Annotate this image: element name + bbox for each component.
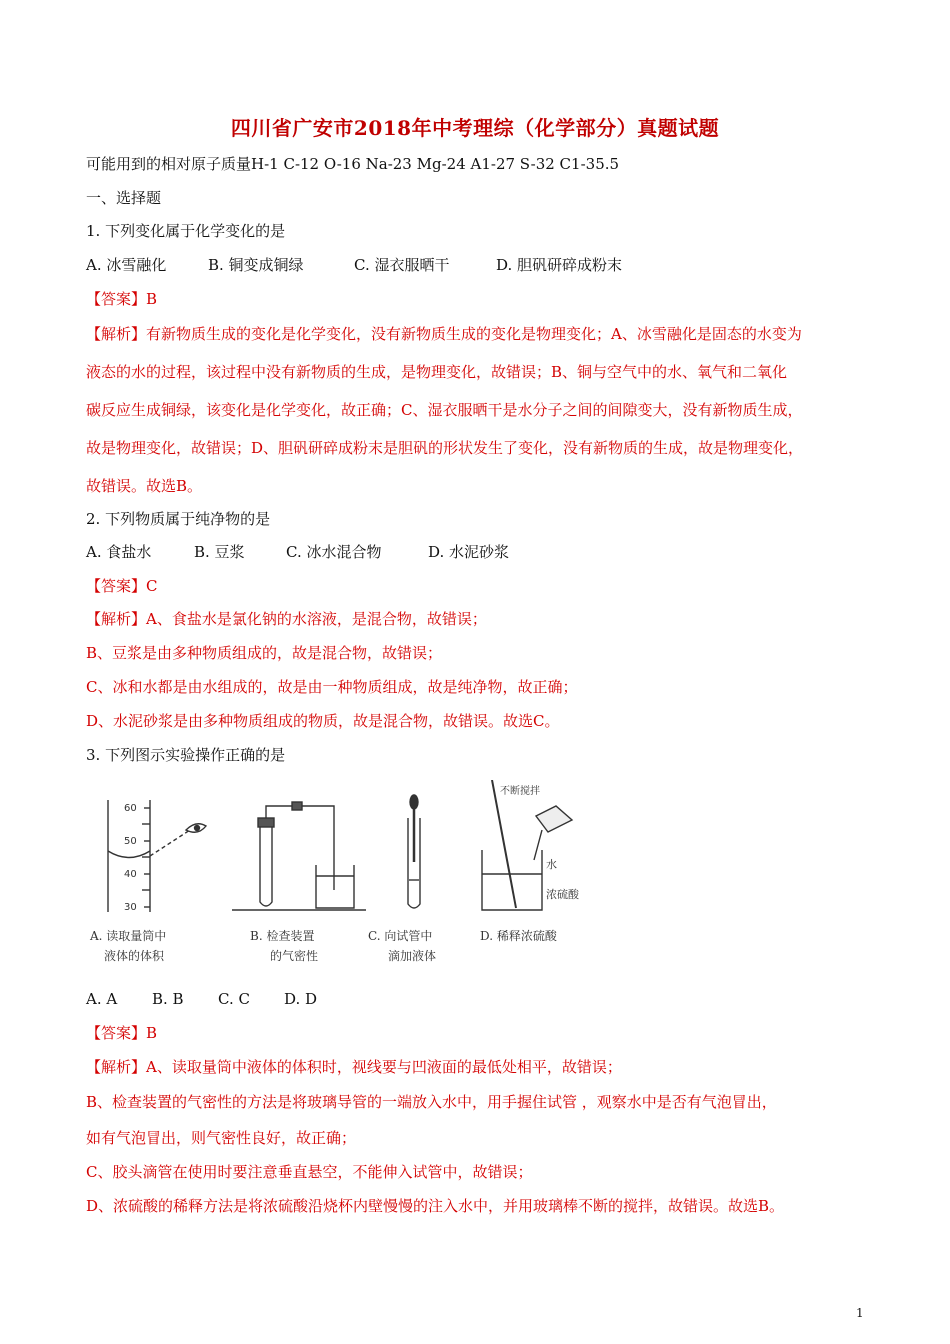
q2-option-a: A. 食盐水 xyxy=(86,543,152,561)
q2-answer-value: C xyxy=(146,577,158,595)
q3-answer-value: B xyxy=(146,1024,158,1042)
caption-line: A. 读取量筒中 xyxy=(90,929,167,943)
cylinder-tick-label: 30 xyxy=(124,902,137,913)
caption-line: B. 检查装置 xyxy=(250,929,315,943)
q3-options xyxy=(86,989,317,1009)
eye-icon xyxy=(186,824,206,833)
q3-analysis-line: B、检查装置的气密性的方法是将玻璃导管的一端放入水中，用手握住试管 ，观察水中是否有气泡冒出， xyxy=(86,1093,777,1111)
page-number: 1 xyxy=(856,1306,864,1320)
q3-option-a: A. A xyxy=(86,990,118,1008)
q3-option-b: B. B xyxy=(152,990,184,1008)
stir-label: 不断搅拌 xyxy=(500,786,540,797)
atomic-masses: 可能用到的相对原子质量H-1 C-12 O-16 Na-23 Mg-24 A1-27 S-32 C1-35.5 xyxy=(86,155,620,173)
q2-analysis-line xyxy=(86,609,487,629)
dropper-test-tube-icon xyxy=(408,795,420,908)
acid-label: 浓硫酸 xyxy=(546,888,579,901)
q2-analysis-tag: 【解析】 xyxy=(86,610,147,628)
q1-option-c: C. 湿衣服晒干 xyxy=(354,256,450,274)
q1-analysis-line: 故错误。故选B。 xyxy=(86,477,203,495)
q1-answer-value: B xyxy=(146,290,158,308)
q2-analysis-text: A、食盐水是氯化钠的水溶液，是混合物，故错误； xyxy=(146,610,487,628)
q3-stem: 3. 下列图示实验操作正确的是 xyxy=(86,746,286,764)
q3-answer xyxy=(86,1023,157,1043)
q2-analysis-line: B、豆浆是由多种物质组成的，故是混合物，故错误； xyxy=(86,644,443,662)
q3-option-d: D. D xyxy=(284,990,318,1008)
figure-caption-c xyxy=(368,926,436,966)
test-tube-with-tube-icon xyxy=(232,802,366,910)
q1-analysis-line: 碳反应生成铜绿，该变化是化学变化，故正确；C、湿衣服晒干是水分子之间的间隙变大，没有新物质生成， xyxy=(86,401,803,419)
caption-line: 液体的体积 xyxy=(104,949,165,963)
figure-caption-b xyxy=(250,926,318,966)
q2-option-d: D. 水泥砂浆 xyxy=(428,543,510,561)
q2-analysis-line: C、冰和水都是由水组成的，故是由一种物质组成，故是纯净物，故正确； xyxy=(86,678,578,696)
graduated-cylinder-icon xyxy=(108,800,190,912)
q1-option-a: A. 冰雪融化 xyxy=(86,256,167,274)
q1-options xyxy=(86,255,622,275)
q1-stem: 1. 下列变化属于化学变化的是 xyxy=(86,222,286,240)
figure-caption-a xyxy=(90,926,166,966)
q2-option-c: C. 冰水混合物 xyxy=(286,543,382,561)
q1-analysis-line: 故是物理变化，故错误；D、胆矾研碎成粉末是胆矾的形状发生了变化，没有新物质的生成，故是物理变化， xyxy=(86,439,804,457)
q3-analysis-line xyxy=(86,1057,622,1077)
q1-option-b: B. 铜变成铜绿 xyxy=(208,256,304,274)
q3-analysis-text: A、读取量筒中液体的体积时，视线要与凹液面的最低处相平，故错误； xyxy=(146,1058,622,1076)
caption-line: D. 稀释浓硫酸 xyxy=(480,929,557,943)
q2-analysis-line: D、水泥砂浆是由多种物质组成的物质，故是混合物，故错误。故选C。 xyxy=(86,712,560,730)
figure-caption-d xyxy=(480,926,557,946)
cylinder-tick-label: 60 xyxy=(124,803,137,814)
q2-answer-tag: 【答案】 xyxy=(86,577,147,595)
q1-analysis-line xyxy=(86,324,802,344)
q3-analysis-line: C、胶头滴管在使用时要注意垂直悬空，不能伸入试管中，故错误； xyxy=(86,1163,533,1181)
water-label: 水 xyxy=(546,858,557,871)
q2-answer xyxy=(86,576,158,596)
q3-answer-tag: 【答案】 xyxy=(86,1024,147,1042)
caption-line: 滴加液体 xyxy=(388,949,437,963)
q1-answer-tag: 【答案】 xyxy=(86,290,147,308)
q3-analysis-line: 如有气泡冒出，则气密性良好，故正确； xyxy=(86,1129,357,1147)
caption-line: 的气密性 xyxy=(270,949,319,963)
q1-analysis-text: 有新物质生成的变化是化学变化，没有新物质生成的变化是物理变化；A、冰雪融化是固态的水变为 xyxy=(146,325,802,343)
q3-analysis-tag: 【解析】 xyxy=(86,1058,147,1076)
q3-figure xyxy=(86,780,586,970)
cylinder-tick-label: 40 xyxy=(124,869,137,880)
q2-stem: 2. 下列物质属于纯净物的是 xyxy=(86,510,271,528)
page-title: 四川省广安市2018年中考理综（化学部分）真题试题 xyxy=(230,116,720,140)
section-heading: 一、选择题 xyxy=(86,189,162,207)
caption-line: C. 向试管中 xyxy=(368,929,433,943)
q1-analysis-line: 液态的水的过程，该过程中没有新物质的生成，是物理变化，故错误；B、铜与空气中的水、氧气和二氧化 xyxy=(86,363,788,381)
q1-option-d: D. 胆矾研碎成粉末 xyxy=(496,256,623,274)
q1-answer xyxy=(86,289,157,309)
q3-option-c: C. C xyxy=(218,990,250,1008)
q3-analysis-line: D、浓硫酸的稀释方法是将浓硫酸沿烧杯内壁慢慢的注入水中，并用玻璃棒不断的搅拌，故错误。故选B。 xyxy=(86,1197,785,1215)
cylinder-tick-label: 50 xyxy=(124,836,137,847)
q2-option-b: B. 豆浆 xyxy=(194,543,245,561)
q1-analysis-tag: 【解析】 xyxy=(86,325,147,343)
q2-options xyxy=(86,542,509,562)
